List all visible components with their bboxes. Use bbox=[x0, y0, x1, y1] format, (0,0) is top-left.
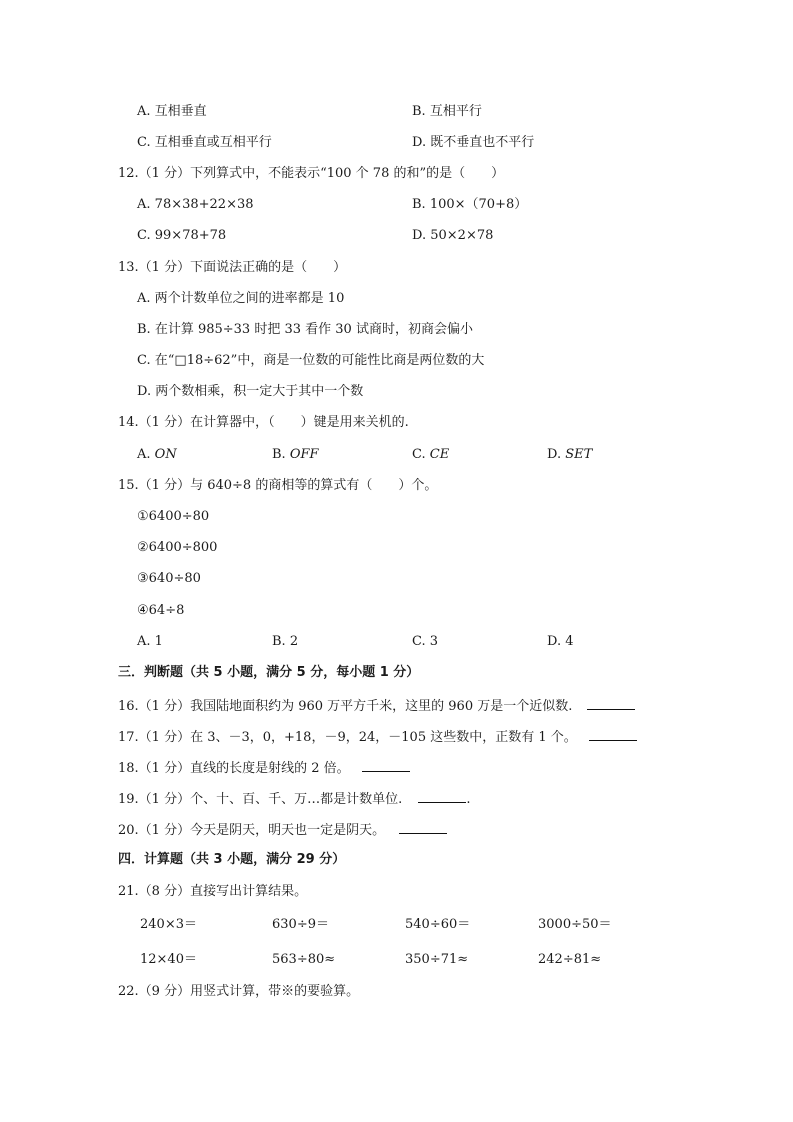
option-label: D. bbox=[137, 384, 152, 399]
q13-option-d bbox=[137, 384, 363, 400]
option-text: SET bbox=[565, 447, 593, 462]
option-text: 既不垂直也不平行 bbox=[430, 135, 535, 150]
q15-option-d bbox=[547, 634, 574, 650]
option-label: A. bbox=[137, 447, 151, 462]
q14-stem: 14.（1 分）在计算器中，（ ）键是用来关机的. bbox=[118, 415, 409, 430]
q17 bbox=[118, 728, 637, 746]
option-label: A. bbox=[137, 197, 151, 212]
q19-suffix: . bbox=[466, 792, 471, 807]
q18-stem: 18.（1 分）直线的长度是射线的 2 倍。 bbox=[118, 761, 350, 776]
q21-expr: 630÷9＝ bbox=[272, 917, 329, 932]
option-text: 在计算 985÷33 时把 33 看作 30 试商时，初商会偏小 bbox=[154, 322, 473, 337]
option-text: 4 bbox=[565, 634, 574, 649]
q12-stem: 12.（1 分）下列算式中，不能表示“100 个 78 的和”的是（ ） bbox=[118, 166, 505, 181]
option-label: C. bbox=[137, 135, 151, 150]
option-label: D. bbox=[547, 447, 562, 462]
option-text: 两个计数单位之间的进率都是 10 bbox=[154, 291, 345, 306]
option-text: 互相平行 bbox=[429, 104, 482, 119]
q14-option-a bbox=[137, 447, 177, 463]
option-label: C. bbox=[412, 447, 426, 462]
q13-option-a bbox=[137, 291, 344, 307]
answer-blank[interactable] bbox=[587, 697, 635, 710]
q21-expr: 540÷60＝ bbox=[405, 917, 471, 932]
option-label: D. bbox=[412, 135, 427, 150]
option-text: 100×（70+8） bbox=[429, 197, 528, 212]
q21-expr: 3000÷50＝ bbox=[538, 917, 612, 932]
option-label: B. bbox=[272, 447, 286, 462]
q21-expr: 242÷81≈ bbox=[538, 952, 602, 967]
option-text: 99×78+78 bbox=[154, 228, 227, 243]
option-label: A. bbox=[137, 634, 151, 649]
answer-blank[interactable] bbox=[362, 759, 410, 772]
option-label: A. bbox=[137, 104, 151, 119]
q13-option-b bbox=[137, 322, 473, 338]
q15-item-4: ④64÷8 bbox=[137, 603, 185, 618]
option-text: 两个数相乘，积一定大于其中一个数 bbox=[155, 384, 364, 399]
option-text: ON bbox=[154, 447, 177, 462]
q22-stem: 22.（9 分）用竖式计算，带※的要验算。 bbox=[118, 984, 360, 999]
q15-item-3: ③640÷80 bbox=[137, 571, 201, 586]
q15-option-b bbox=[272, 634, 298, 650]
option-label: C. bbox=[412, 634, 426, 649]
section-4-heading: 四．计算题（共 3 小题，满分 29 分） bbox=[118, 852, 346, 867]
answer-blank[interactable] bbox=[399, 821, 447, 834]
q18 bbox=[118, 759, 410, 777]
option-label: B. bbox=[412, 104, 426, 119]
option-text: CE bbox=[429, 447, 450, 462]
answer-blank[interactable] bbox=[418, 790, 466, 803]
q15-item-2: ②6400÷800 bbox=[137, 540, 218, 555]
q21-expr: 563÷80≈ bbox=[272, 952, 336, 967]
q17-stem: 17.（1 分）在 3、－3，0，+18，－9，24，－105 这些数中，正数有 1 个。 bbox=[118, 730, 577, 745]
q21-expr: 12×40＝ bbox=[140, 952, 197, 967]
q13-stem: 13.（1 分）下面说法正确的是（ ） bbox=[118, 260, 347, 275]
q21-expr: 240×3＝ bbox=[140, 917, 197, 932]
answer-blank[interactable] bbox=[589, 728, 637, 741]
q21-stem: 21.（8 分）直接写出计算结果。 bbox=[118, 884, 308, 899]
q20-stem: 20.（1 分）今天是阴天，明天也一定是阴天。 bbox=[118, 823, 386, 838]
option-text: 3 bbox=[429, 634, 439, 649]
q12-option-c bbox=[137, 228, 226, 244]
option-text: 在“□18÷62”中，商是一位数的可能性比商是两位数的大 bbox=[154, 353, 485, 368]
q14-option-b bbox=[272, 447, 319, 463]
q13-option-c bbox=[137, 353, 484, 369]
q19-stem: 19.（1 分）个、十、百、千、万…都是计数单位. bbox=[118, 792, 403, 807]
option-label: D. bbox=[547, 634, 562, 649]
option-text: 互相垂直或互相平行 bbox=[154, 135, 272, 150]
q15-stem: 15.（1 分）与 640÷8 的商相等的算式有（ ）个。 bbox=[118, 478, 438, 493]
option-label: C. bbox=[137, 228, 151, 243]
option-text: 互相垂直 bbox=[154, 104, 207, 119]
q16-stem: 16.（1 分）我国陆地面积约为 960 万平方千米，这里的 960 万是一个近似数. bbox=[118, 699, 573, 714]
option-label: C. bbox=[137, 353, 151, 368]
q12-option-b bbox=[412, 197, 527, 213]
option-text: 1 bbox=[154, 634, 163, 649]
q15-option-c bbox=[412, 634, 438, 650]
option-text: 50×2×78 bbox=[430, 228, 494, 243]
q11-option-d bbox=[412, 135, 534, 151]
q11-option-a bbox=[137, 104, 207, 120]
option-text: 78×38+22×38 bbox=[154, 197, 254, 212]
option-label: B. bbox=[272, 634, 286, 649]
q19 bbox=[118, 790, 471, 808]
option-text: 2 bbox=[289, 634, 299, 649]
option-label: A. bbox=[137, 291, 151, 306]
q14-option-c bbox=[412, 447, 449, 463]
option-text: OFF bbox=[289, 447, 319, 462]
q12-option-d bbox=[412, 228, 493, 244]
option-label: B. bbox=[412, 197, 426, 212]
option-label: D. bbox=[412, 228, 427, 243]
q11-option-b bbox=[412, 104, 482, 120]
section-3-heading: 三．判断题（共 5 小题，满分 5 分，每小题 1 分） bbox=[118, 665, 420, 680]
q16 bbox=[118, 697, 635, 715]
option-label: B. bbox=[137, 322, 151, 337]
q15-item-1: ①6400÷80 bbox=[137, 509, 210, 524]
q15-option-a bbox=[137, 634, 163, 650]
q21-expr: 350÷71≈ bbox=[405, 952, 469, 967]
q12-option-a bbox=[137, 197, 254, 213]
q14-option-d bbox=[547, 447, 592, 463]
q20 bbox=[118, 821, 447, 839]
q11-option-c bbox=[137, 135, 272, 151]
